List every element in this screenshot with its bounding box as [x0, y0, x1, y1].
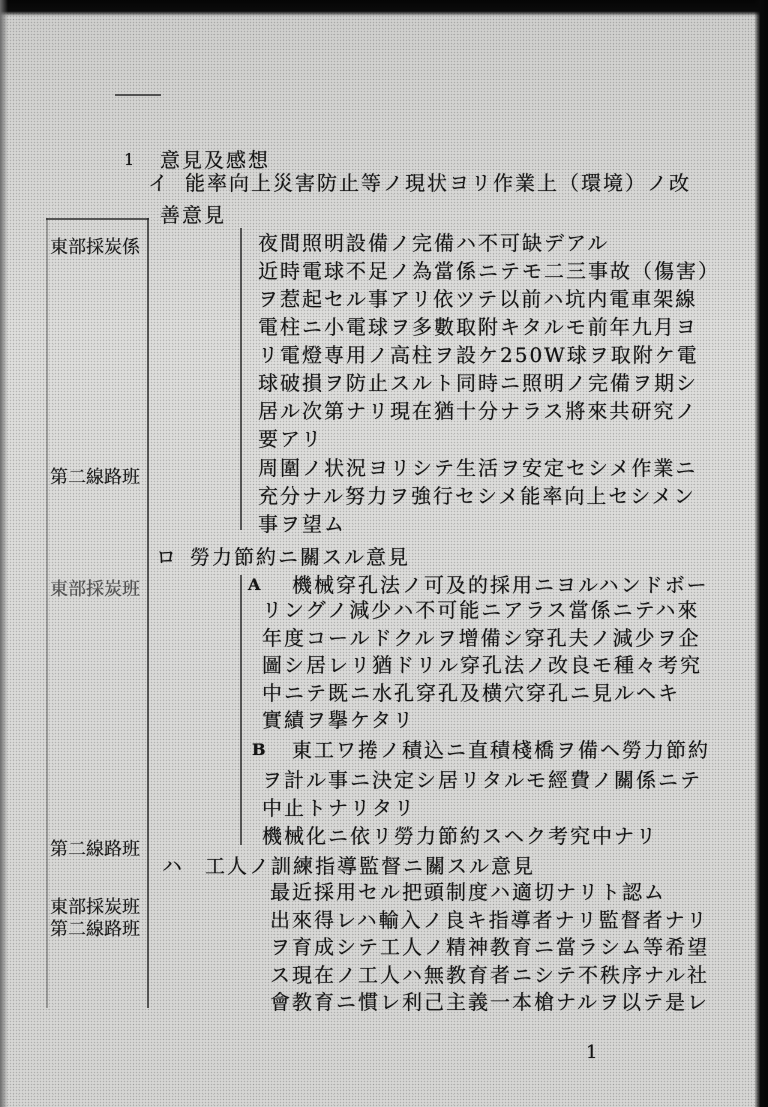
paragraph-line: リングノ減少ハ不可能ニアラス當係ニテハ來: [262, 598, 700, 622]
paragraph-line: 事ヲ望ム: [258, 512, 346, 536]
item-ro-a-paragraph: [262, 597, 702, 735]
left-label-second-line-2: 第二線路班: [50, 839, 140, 860]
scan-right-border: [755, 0, 768, 1107]
paragraph-line: 會教育ニ慣レ利己主義一本槍ナルヲ以テ是レ: [270, 990, 709, 1014]
paragraph-line: 要アリ: [258, 427, 324, 451]
paragraph-line: 機械化ニ依リ勞力節約スヘク考究中ナリ: [262, 824, 658, 848]
paragraph-line: 中ニテ既ニ水孔穿孔及横穴穿孔ニ見ルヘキ: [262, 680, 680, 705]
item-i-margin-rule: [240, 228, 242, 530]
paragraph-line: 球破損ヲ防止スルト同時ニ照明ノ完備ヲ期シ: [258, 371, 698, 395]
scan-top-border: [0, 0, 768, 16]
paragraph-line: 出來得レハ輸入ノ良キ指導者ナリ監督者ナリ: [270, 907, 709, 932]
label-column-left-rule: [46, 218, 48, 1008]
paragraph-line: 夜間照明設備ノ完備ハ不可缺デアル: [258, 231, 610, 255]
paragraph-line: 最近採用セル把頭制度ハ適切ナリト認ム: [270, 880, 666, 904]
item-ro-b-marker: B: [252, 740, 268, 759]
paragraph-line: 居ル次第ナリ現在猶十分ナラス將來共研究ノ: [258, 399, 698, 423]
top-dash-mark: [115, 94, 161, 96]
left-label-east-mining-1: 東部採炭係: [50, 237, 140, 258]
item-ro-b-paragraph: [262, 766, 702, 850]
paragraph-line: 年度コールドクルヲ增備シ穿孔夫ノ減少ヲ企: [262, 625, 701, 650]
paragraph-line: 電柱ニ小電球ヲ多數取附キタルモ前年九月ヨ: [258, 315, 698, 339]
item-ro-marker: ロ: [156, 545, 178, 569]
item-i-title-line-1: 能率向上災害防止等ノ現状ヨリ作業上（環境）ノ改: [185, 171, 691, 195]
item-i-paragraph-2: [258, 454, 697, 538]
item-ro-title: 勞力節約ニ關スル意見: [190, 545, 410, 569]
left-label-second-line-3: 第二線路班: [50, 919, 140, 940]
paragraph-line: 周圍ノ状況ヨリシテ生活ヲ安定セシメ作業ニ: [258, 456, 698, 480]
item-i-title-line-2: 善意見: [160, 203, 226, 227]
paragraph-line: 中止トナリタリ: [262, 796, 416, 820]
item-ha-title: 工人ノ訓練指導監督ニ關スル意見: [205, 854, 535, 878]
paragraph-line: リ電燈専用ノ高柱ヲ設ケ250W球ヲ取附ケ電: [258, 343, 699, 367]
paragraph-line: 實績ヲ擧ケタリ: [262, 708, 415, 732]
paragraph-line: 充分ナル努力ヲ強行セシメ能率向上セシメン: [258, 484, 696, 508]
item-ha-marker: ハ: [162, 854, 184, 878]
section-number: 1: [124, 150, 137, 169]
paragraph-line: 圖シ居レリ猶ドリル穿孔法ノ改良モ種々考究: [262, 653, 702, 677]
item-i-paragraph-1: [258, 229, 720, 453]
label-column-right-rule: [147, 218, 149, 1008]
item-ro-margin-rule: [240, 575, 242, 845]
item-i-marker: イ: [148, 171, 170, 195]
left-label-second-line-1: 第二線路班: [50, 467, 140, 488]
paragraph-line: ヲ惹起セル事アリ依ツテ以前ハ坑内電車架線: [258, 287, 698, 311]
scan-left-shadow: [0, 0, 8, 1107]
section-title: 意見及感想: [160, 148, 270, 172]
paragraph-line: ヲ育成シテ工人ノ精神教育ニ當ラシム等希望: [270, 935, 710, 959]
paragraph-line: ス現在ノ工人ハ無教育者ニシテ不秩序ナル社: [270, 962, 709, 987]
left-label-east-mining-3: 東部採炭班: [50, 897, 140, 918]
left-label-east-mining-2: 東部採炭班: [50, 579, 140, 600]
paragraph-line: 近時電球不足ノ為當係ニテモ二三事故（傷害）: [258, 259, 720, 283]
label-column-top-rule: [46, 218, 149, 220]
page-number: 1: [586, 1042, 600, 1063]
paragraph-line: ヲ計ル事ニ決定シ居リタルモ經費ノ關係ニテ: [262, 768, 702, 792]
item-ro-b-line-1: 東工ワ捲ノ積込ニ直積棧橋ヲ備ヘ勞力節約: [292, 738, 710, 762]
item-ha-paragraph: [270, 879, 709, 1017]
item-ro-a-marker: A: [248, 575, 263, 594]
item-ro-a-line-1: 機械穿孔法ノ可及的採用ニヨルハンドボー: [292, 573, 709, 597]
